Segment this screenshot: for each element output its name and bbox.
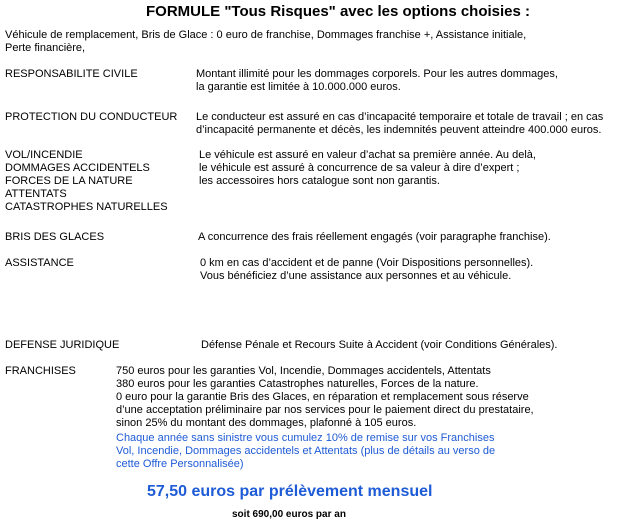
vol-label-4: ATTENTATS <box>5 188 67 200</box>
franchises-blue-1: Chaque année sans sinistre vous cumulez 10% de remise sur vos Franchises <box>116 432 495 444</box>
bris-text: A concurrence des frais réellement engagés (voir paragraphe franchise). <box>198 231 551 243</box>
franchises-text-2: 380 euros pour les garanties Catastrophes naturelles, Forces de la nature. <box>116 378 479 390</box>
vol-label-1: VOL/INCENDIE <box>5 149 83 161</box>
franchises-text-4: d’une acceptation préliminaire par nos services pour le paiement direct du prestataire, <box>116 404 534 416</box>
assistance-text-2: Vous bénéficiez d’une assistance aux personnes et au véhicule. <box>200 270 512 282</box>
rc-text-2: la garantie est limitée à 10.000.000 euros. <box>196 81 401 93</box>
vol-text-3: les accessoires hors catalogue sont non garantis. <box>199 175 440 187</box>
intro-line-2: Perte financière, <box>5 42 86 54</box>
defense-label: DEFENSE JURIDIQUE <box>5 339 120 351</box>
pc-text-1: Le conducteur est assuré en cas d’incapacité temporaire et totale de travail ; en cas <box>196 111 604 123</box>
vol-label-5: CATASTROPHES NATURELLES <box>5 201 168 213</box>
franchises-blue-3: cette Offre Personnalisée) <box>116 458 244 470</box>
pc-label: PROTECTION DU CONDUCTEUR <box>5 111 178 123</box>
defense-text: Défense Pénale et Recours Suite à Accident (voir Conditions Générales). <box>201 339 558 351</box>
assistance-text-1: 0 km en cas d’accident et de panne (Voir Dispositions personnelles). <box>200 257 534 269</box>
franchises-text-5: sinon 25% du montant des dommages, plafonné à 105 euros. <box>116 417 417 429</box>
franchises-text-3: 0 euro pour la garantie Bris des Glaces, en réparation et remplacement sous réserve <box>116 391 529 403</box>
yearly-price: soit 690,00 euros par an <box>232 509 346 520</box>
franchises-text-1: 750 euros pour les garanties Vol, Incendie, Dommages accidentels, Attentats <box>116 365 491 377</box>
vol-label-3: FORCES DE LA NATURE <box>5 175 133 187</box>
monthly-price: 57,50 euros par prélèvement mensuel <box>147 483 433 500</box>
bris-label: BRIS DES GLACES <box>5 231 105 243</box>
vol-label-2: DOMMAGES ACCIDENTELS <box>5 162 150 174</box>
page-title: FORMULE "Tous Risques" avec les options choisies : <box>146 3 531 20</box>
pc-text-2: d’incapacité permanente et décès, les indemnités peuvent atteindre 400.000 euros. <box>196 124 602 136</box>
rc-text-1: Montant illimité pour les dommages corporels. Pour les autres dommages, <box>196 68 558 80</box>
rc-label: RESPONSABILITE CIVILE <box>5 68 138 80</box>
assistance-label: ASSISTANCE <box>5 257 74 269</box>
intro-line-1: Véhicule de remplacement, Bris de Glace : 0 euro de franchise, Dommages franchise +, Assistance initiale, <box>5 29 527 41</box>
vol-text-1: Le véhicule est assuré en valeur d’achat sa première année. Au delà, <box>199 149 536 161</box>
franchises-blue-2: Vol, Incendie, Dommages accidentels et Attentats (plus de détails au verso de <box>116 445 496 457</box>
franchises-label: FRANCHISES <box>5 365 76 377</box>
vol-text-2: le véhicule est assuré à concurrence de sa valeur à dire d’expert ; <box>199 162 520 174</box>
